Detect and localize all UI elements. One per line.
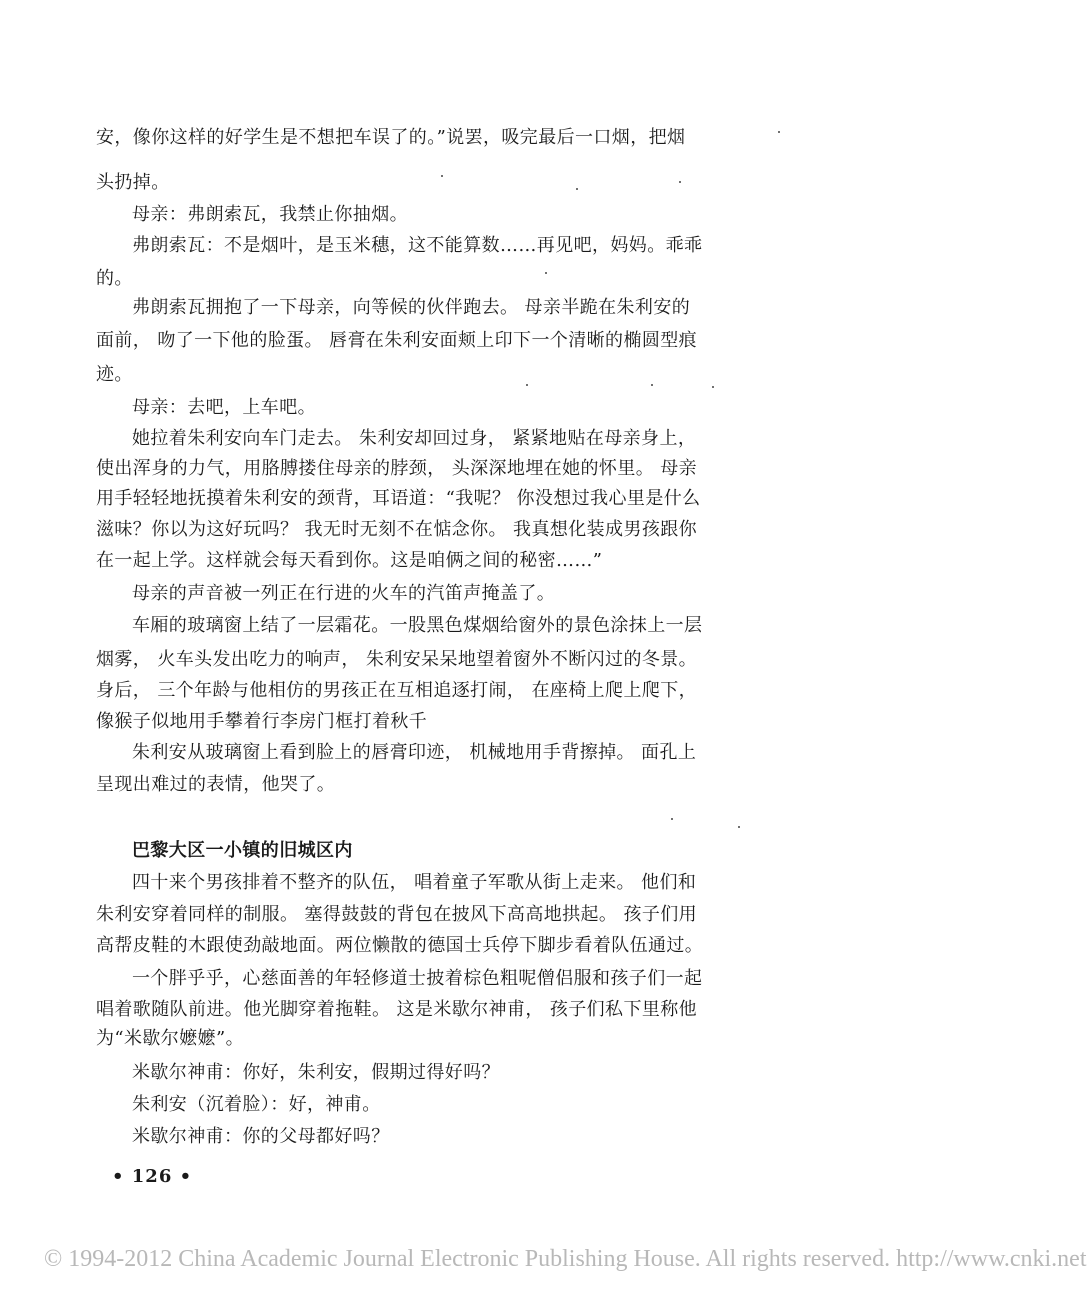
text-line: 母亲：去吧，上车吧。 xyxy=(132,397,316,418)
text-line: 朱利安（沉着脸）：好，神甫。 xyxy=(132,1094,381,1115)
page-number: • 126 • xyxy=(112,1166,193,1187)
text-line: 四十来个男孩排着不整齐的队伍， 唱着童子军歌从街上走来。 他们和 xyxy=(132,872,697,893)
scan-speck xyxy=(441,175,443,177)
text-line: 烟雾， 火车头发出吃力的响声， 朱利安呆呆地望着窗外不断闪过的冬景。 xyxy=(96,649,698,670)
scan-speck xyxy=(576,188,578,190)
text-line: 为“米歇尔嬷嬷”。 xyxy=(96,1028,245,1049)
text-line: 使出浑身的力气，用胳膊搂住母亲的脖颈， 头深深地埋在她的怀里。 母亲 xyxy=(96,458,698,479)
text-line: 用手轻轻地抚摸着朱利安的颈背，耳语道：“我呢？ 你没想过我心里是什么 xyxy=(96,488,701,509)
text-line: 高帮皮鞋的木跟使劲敲地面。两位懒散的德国士兵停下脚步看着队伍通过。 xyxy=(96,935,704,956)
copyright-watermark: © 1994-2012 China Academic Journal Electronic Publishing House. All rights reserved. http://www.cnki.net xyxy=(44,1246,1087,1272)
scan-speck xyxy=(651,384,653,386)
text-line: 弗朗索瓦：不是烟叶，是玉米穗，这不能算数……再见吧，妈妈。乖乖 xyxy=(132,235,703,256)
text-line: 滋味？你以为这好玩吗？ 我无时无刻不在惦念你。 我真想化装成男孩跟你 xyxy=(96,519,698,540)
text-line: 弗朗索瓦拥抱了一下母亲，向等候的伙伴跑去。 母亲半跪在朱利安的 xyxy=(132,297,691,318)
scene-heading: 巴黎大区一小镇的旧城区内 xyxy=(132,840,353,861)
scan-speck xyxy=(679,181,681,183)
text-line: 她拉着朱利安向车门走去。 朱利安却回过身， 紧紧地贴在母亲身上， xyxy=(132,428,697,449)
text-line: 母亲：弗朗索瓦，我禁止你抽烟。 xyxy=(132,204,408,225)
text-line: 在一起上学。这样就会每天看到你。这是咱俩之间的秘密……” xyxy=(96,550,603,571)
text-line: 身后， 三个年龄与他相仿的男孩正在互相追逐打闹， 在座椅上爬上爬下， xyxy=(96,680,698,701)
text-line: 唱着歌随队前进。他光脚穿着拖鞋。 这是米歇尔神甫， 孩子们私下里称他 xyxy=(96,999,698,1020)
scan-speck xyxy=(712,386,714,388)
scan-speck xyxy=(545,272,547,274)
scan-speck xyxy=(671,818,673,820)
text-line: 朱利安从玻璃窗上看到脸上的唇膏印迹， 机械地用手背擦掉。 面孔上 xyxy=(132,742,697,763)
text-line: 面前， 吻了一下他的脸蛋。 唇膏在朱利安面颊上印下一个清晰的椭圆型痕 xyxy=(96,330,698,351)
text-line: 米歇尔神甫：你的父母都好吗？ xyxy=(132,1126,390,1147)
text-line: 的。 xyxy=(96,268,133,289)
text-line: 车厢的玻璃窗上结了一层霜花。一股黑色煤烟给窗外的景色涂抹上一层 xyxy=(132,615,703,636)
scan-speck xyxy=(526,384,528,386)
scan-speck xyxy=(778,131,780,133)
text-line: 头扔掉。 xyxy=(96,172,170,193)
scan-speck xyxy=(738,826,740,828)
text-line: 朱利安穿着同样的制服。 塞得鼓鼓的背包在披风下高高地拱起。 孩子们用 xyxy=(96,904,698,925)
text-line: 安，像你这样的好学生是不想把车误了的。”说罢，吸完最后一口烟，把烟 xyxy=(96,127,686,148)
text-line: 呈现出难过的表情，他哭了。 xyxy=(96,774,336,795)
text-line: 母亲的声音被一列正在行进的火车的汽笛声掩盖了。 xyxy=(132,583,556,604)
text-line: 米歇尔神甫：你好，朱利安，假期过得好吗？ xyxy=(132,1062,500,1083)
text-line: 迹。 xyxy=(96,364,133,385)
text-line: 一个胖乎乎，心慈面善的年轻修道士披着棕色粗呢僧侣服和孩子们一起 xyxy=(132,968,703,989)
text-line: 像猴子似地用手攀着行李房门框打着秋千 xyxy=(96,711,428,732)
